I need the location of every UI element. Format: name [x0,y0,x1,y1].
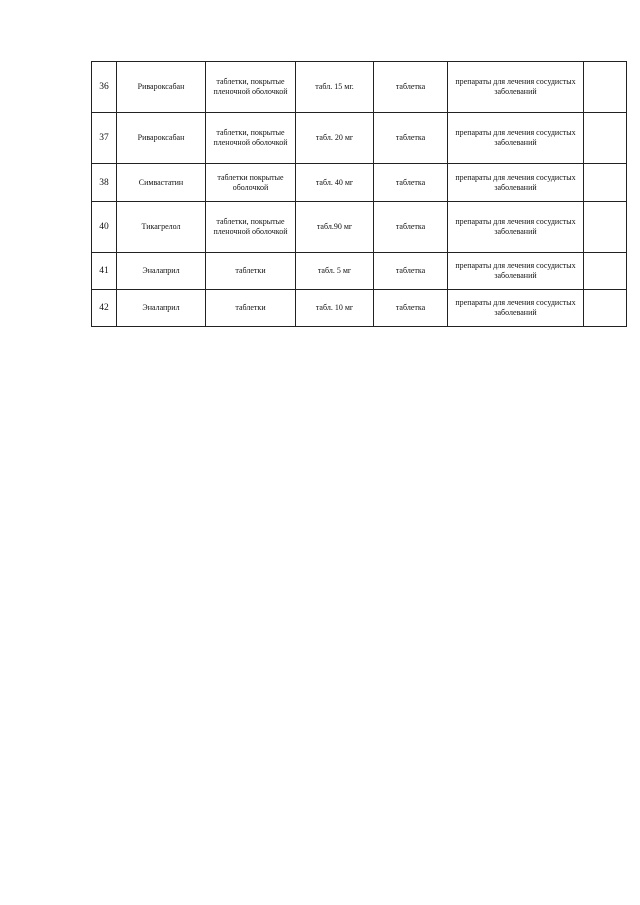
drug-name: Тикагрелол [117,202,206,253]
unit: таблетка [374,164,448,202]
dose: табл.90 мг [296,202,374,253]
drug-name: Эналаприл [117,290,206,327]
drug-group: препараты для лечения сосудистых заболеваний [448,62,584,113]
unit: таблетка [374,113,448,164]
drug-name: Симвастатин [117,164,206,202]
table-row [92,202,627,253]
row-number: 36 [92,62,117,113]
dose: табл. 20 мг [296,113,374,164]
drug-name: Ривароксабан [117,62,206,113]
extra-cell [584,164,627,202]
extra-cell [584,290,627,327]
extra-cell [584,62,627,113]
drug-group: препараты для лечения сосудистых заболеваний [448,113,584,164]
drug-table [91,61,627,327]
dosage-form: таблетки [206,253,296,290]
drug-name: Ривароксабан [117,113,206,164]
drug-group: препараты для лечения сосудистых заболеваний [448,253,584,290]
table-row [92,253,627,290]
dosage-form: таблетки [206,290,296,327]
drug-group: препараты для лечения сосудистых заболеваний [448,164,584,202]
row-number: 41 [92,253,117,290]
unit: таблетка [374,253,448,290]
table-row [92,62,627,113]
drug-name: Эналаприл [117,253,206,290]
table-row [92,290,627,327]
unit: таблетка [374,62,448,113]
drug-group: препараты для лечения сосудистых заболеваний [448,290,584,327]
row-number: 40 [92,202,117,253]
dosage-form: таблетки, покрытые пленочной оболочкой [206,62,296,113]
drug-group: препараты для лечения сосудистых заболеваний [448,202,584,253]
dose: табл. 10 мг [296,290,374,327]
dosage-form: таблетки, покрытые пленочной оболочкой [206,202,296,253]
extra-cell [584,113,627,164]
unit: таблетка [374,290,448,327]
unit: таблетка [374,202,448,253]
row-number: 42 [92,290,117,327]
dose: табл. 15 мг. [296,62,374,113]
table-row [92,113,627,164]
extra-cell [584,202,627,253]
row-number: 38 [92,164,117,202]
dosage-form: таблетки покрытые оболочкой [206,164,296,202]
table-row [92,164,627,202]
dose: табл. 5 мг [296,253,374,290]
extra-cell [584,253,627,290]
dose: табл. 40 мг [296,164,374,202]
dosage-form: таблетки, покрытые пленочной оболочкой [206,113,296,164]
row-number: 37 [92,113,117,164]
